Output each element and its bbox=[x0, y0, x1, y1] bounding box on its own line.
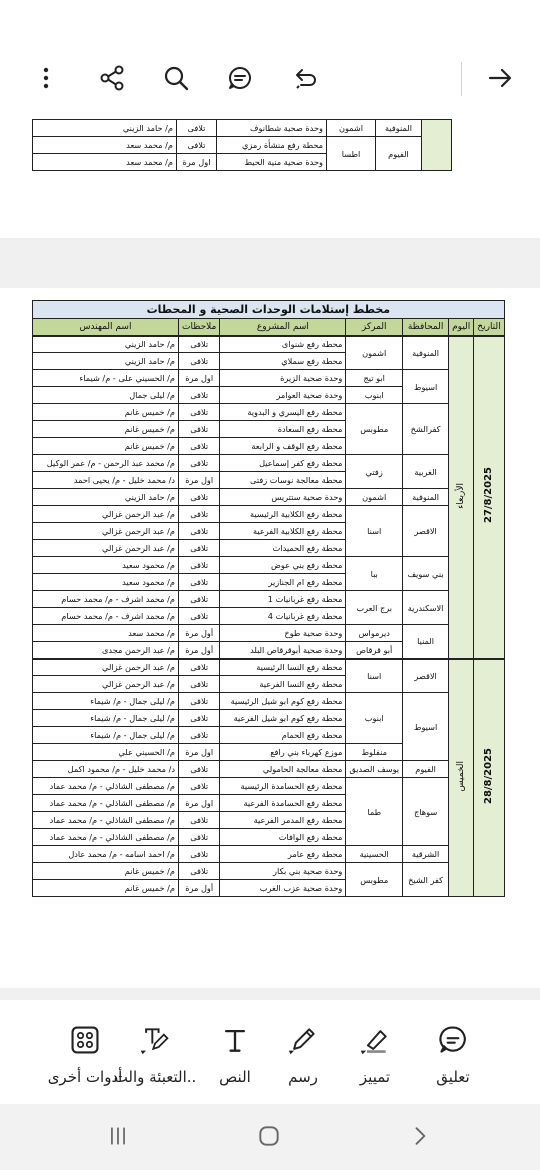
governorate-cell: بني سويف bbox=[403, 557, 449, 591]
table-row bbox=[33, 846, 505, 863]
pen-icon bbox=[285, 1022, 321, 1058]
center-cell: اشمون bbox=[346, 489, 403, 506]
governorate-cell: كفرالشخ bbox=[403, 404, 449, 455]
table-row bbox=[33, 625, 505, 642]
center-cell: اسنا bbox=[346, 659, 403, 693]
engineer-cell: م/ عبد الرحمن غزالي bbox=[33, 506, 179, 523]
date-cell: 27/8/2025 bbox=[474, 336, 504, 659]
governorate-cell: الفيوم bbox=[403, 761, 449, 778]
center-cell: مطوبس bbox=[346, 404, 403, 455]
back-icon[interactable] bbox=[398, 1116, 442, 1156]
center-cell: ابنوب bbox=[346, 693, 403, 744]
note-cell: تلافى bbox=[179, 574, 220, 591]
engineer-cell: م/ ليلى جمال bbox=[33, 387, 179, 404]
engineer-cell: م/ خميس غانم bbox=[33, 421, 179, 438]
engineer-cell: م/ خميس غانم bbox=[33, 438, 179, 455]
status-bar bbox=[0, 0, 540, 38]
engineer-cell: م/ ليلى جمال - م/ شيماء bbox=[33, 710, 179, 727]
engineer-cell: م/ الحسيني على - م/ شيماء bbox=[33, 370, 179, 387]
project-cell: وحدة صحية ستتريس bbox=[220, 489, 346, 506]
draw-tool[interactable]: رسم bbox=[258, 1022, 348, 1096]
note-cell: تلافى bbox=[179, 676, 220, 693]
day-cell: الأربعاء bbox=[449, 336, 474, 659]
recents-icon[interactable] bbox=[96, 1116, 140, 1156]
project-cell: محطة رفع كوم ابو شيل الرئيسية bbox=[220, 693, 346, 710]
comment-icon bbox=[435, 1022, 471, 1058]
engineer-cell: م/ مصطفى الشاذلي - م/ محمد عماد bbox=[33, 795, 179, 812]
text-icon bbox=[217, 1022, 253, 1058]
more-vertical-icon[interactable] bbox=[26, 58, 66, 98]
project-cell: محطة رفع الحميدات bbox=[220, 540, 346, 557]
note-cell: تلافى bbox=[179, 438, 220, 455]
center-cell: ديرمواس bbox=[346, 625, 403, 642]
engineer-cell: م/ عبد الرحمن غزالي bbox=[33, 676, 179, 693]
table-row bbox=[33, 591, 505, 608]
project-cell: محطة رفع عامر bbox=[220, 846, 346, 863]
project-cell: موزع كهرباء بني رافع bbox=[220, 744, 346, 761]
note-cell: اول مرة bbox=[179, 744, 220, 761]
note-cell: تلافى bbox=[179, 404, 220, 421]
note-cell: تلافى bbox=[179, 761, 220, 778]
top-toolbar bbox=[0, 38, 540, 120]
more-tools-icon bbox=[67, 1022, 103, 1058]
project-cell: وحدة صحية الزيرة bbox=[220, 370, 346, 387]
project-cell: محطة رفع الوقف و الرابعة bbox=[220, 438, 346, 455]
engineer-cell: م/ محمد اشرف - م/ محمد حسام bbox=[33, 608, 179, 625]
project-cell: محطة رفع الحسامدة الفرعية bbox=[220, 795, 346, 812]
governorate-cell: الغربية bbox=[403, 455, 449, 489]
engineer-cell: م/ محمد سعد bbox=[33, 625, 179, 642]
center-cell: زفتي bbox=[346, 455, 403, 489]
arrow-right-icon[interactable] bbox=[480, 58, 520, 98]
note-cell: تلافى bbox=[179, 778, 220, 795]
project-cell: محطة رفع المدمر الفرعية bbox=[220, 812, 346, 829]
share-icon[interactable] bbox=[92, 58, 132, 98]
table-row bbox=[33, 557, 505, 574]
project-cell: محطة معالجة الحامولي bbox=[220, 761, 346, 778]
table-row: الفيوم اطسا محطة رفع منشأة رمزي تلافى م/ محمد سعد bbox=[33, 137, 452, 154]
center-cell: ابنوب bbox=[346, 387, 403, 404]
project-cell: محطة رفع شنواى bbox=[220, 336, 346, 353]
center-cell: ابو تيج bbox=[346, 370, 403, 387]
center-cell: يوسف الصديق bbox=[346, 761, 403, 778]
engineer-cell: م/ خميس غانم bbox=[33, 880, 179, 897]
engineer-cell: م/ خميس غانم bbox=[33, 404, 179, 421]
project-cell: محطة رفع الحسامدة الرئيسية bbox=[220, 778, 346, 795]
note-cell: أول مرة bbox=[179, 625, 220, 642]
note-cell: تلافى bbox=[179, 829, 220, 846]
governorate-cell: الشرقية bbox=[403, 846, 449, 863]
governorate-cell: الاسكندرية bbox=[403, 591, 449, 625]
engineer-cell: م/ الحسيني علي bbox=[33, 744, 179, 761]
table-row bbox=[33, 761, 505, 778]
undo-icon[interactable] bbox=[286, 58, 326, 98]
project-cell: محطة رفع كفر إسماعيل bbox=[220, 455, 346, 472]
project-cell: محطة رفع ام الجنازير bbox=[220, 574, 346, 591]
engineer-cell: م/ محمود سعيد bbox=[33, 574, 179, 591]
note-cell: تلافى bbox=[179, 523, 220, 540]
project-cell: محطة معالجة نوسات زفتى bbox=[220, 472, 346, 489]
project-cell: وحدة صحية بني بكار bbox=[220, 863, 346, 880]
governorate-cell: الاقصر bbox=[403, 506, 449, 557]
governorate-cell: الاقصر bbox=[403, 659, 449, 693]
note-cell: أول مرة bbox=[179, 880, 220, 897]
system-nav-bar bbox=[0, 1104, 540, 1170]
table-header-row: التاريخ اليوم المحافظة المركز اسم المشروع ملاحظات اسم المهندس bbox=[33, 319, 505, 336]
day-cell: الخميس bbox=[449, 659, 474, 897]
project-cell: وحدة صحية أبوقرقاص البلد bbox=[220, 642, 346, 659]
center-cell: برج العرب bbox=[346, 591, 403, 625]
center-cell: الحسينية bbox=[346, 846, 403, 863]
note-cell: اول مرة bbox=[179, 370, 220, 387]
note-cell: أول مرة bbox=[179, 642, 220, 659]
table-row bbox=[33, 659, 505, 676]
table-row bbox=[33, 863, 505, 880]
table-row bbox=[33, 455, 505, 472]
note-cell: تلافى bbox=[179, 863, 220, 880]
engineer-cell: م/ احمد اسامه - م/ محمد عادل bbox=[33, 846, 179, 863]
engineer-cell: م/ محمود سعيد bbox=[33, 557, 179, 574]
engineer-cell: م/ مصطفى الشاذلي - م/ محمد عماد bbox=[33, 778, 179, 795]
fill-sign-icon bbox=[137, 1022, 173, 1058]
governorate-cell: المنيا bbox=[403, 625, 449, 659]
engineer-cell: د/ محمد خليل - م/ يحيى احمد bbox=[33, 472, 179, 489]
note-cell: تلافى bbox=[179, 659, 220, 676]
toolbar-divider bbox=[461, 62, 462, 96]
table-title: مخطط إستلامات الوحدات الصحية و المحطات bbox=[33, 301, 505, 319]
highlighter-icon bbox=[357, 1022, 393, 1058]
project-cell: محطة رفع كوم ابو شيل الفرعية bbox=[220, 710, 346, 727]
engineer-cell: م/ خميس غانم bbox=[33, 863, 179, 880]
governorate-cell: اسيوط bbox=[403, 693, 449, 761]
note-cell: تلافى bbox=[179, 693, 220, 710]
project-cell: محطة رفع السعادة bbox=[220, 421, 346, 438]
note-cell: تلافى bbox=[179, 353, 220, 370]
center-cell: اسنا bbox=[346, 506, 403, 557]
note-cell: تلافى bbox=[179, 387, 220, 404]
project-cell: محطة رفع النسا الرئيسية bbox=[220, 659, 346, 676]
fill-sign-tool[interactable]: التعبئة والت.. bbox=[110, 1022, 200, 1096]
engineer-cell: د/ محمد خليل - م/ محمود اكمل bbox=[33, 761, 179, 778]
document-viewport[interactable] bbox=[0, 120, 540, 1000]
engineer-cell: م/ عبد الرحمن غزالي bbox=[33, 659, 179, 676]
search-icon[interactable] bbox=[156, 58, 196, 98]
engineer-cell: م/ حامد الزيني bbox=[33, 353, 179, 370]
center-cell: ببا bbox=[346, 557, 403, 591]
note-cell: تلافى bbox=[179, 506, 220, 523]
center-cell: منفلوط bbox=[346, 744, 403, 761]
engineer-cell: م/ حامد الزيني bbox=[33, 336, 179, 353]
highlight-tool[interactable]: تمييز bbox=[330, 1022, 420, 1096]
home-icon[interactable] bbox=[247, 1116, 291, 1156]
project-cell: محطة رفع سملاي bbox=[220, 353, 346, 370]
engineer-cell: م/ عبد الرحمن غزالي bbox=[33, 540, 179, 557]
table-row bbox=[33, 506, 505, 523]
table-row bbox=[33, 693, 505, 710]
note-cell: تلافى bbox=[179, 608, 220, 625]
more-tools[interactable]: أدوات أخرى bbox=[40, 1022, 130, 1096]
engineer-cell: م/ عبد الرحمن مجدى bbox=[33, 642, 179, 659]
project-cell: وحدة صحية العوامر bbox=[220, 387, 346, 404]
document-page bbox=[0, 120, 540, 238]
project-cell: محطة رفع الكلابية الفرعية bbox=[220, 523, 346, 540]
note-cell: تلافى bbox=[179, 336, 220, 353]
note-cell: تلافى bbox=[179, 540, 220, 557]
engineer-cell: م/ محمد اشرف - م/ محمد حسام bbox=[33, 591, 179, 608]
table-row: المنوفية اشمون وحدة صحية شطانوف تلافى م/ حامد الزيني bbox=[33, 120, 452, 137]
center-cell: طما bbox=[346, 778, 403, 846]
project-cell: محطة رفع الكلابية الرئيسية bbox=[220, 506, 346, 523]
project-cell: محطة رفع اليسري و البدوية bbox=[220, 404, 346, 421]
annotation-toolbar bbox=[0, 1000, 540, 1104]
project-cell: محطة رفع النسا الفرعية bbox=[220, 676, 346, 693]
note-cell: اول مرة bbox=[179, 795, 220, 812]
schedule-table bbox=[32, 300, 505, 897]
note-cell: تلافى bbox=[179, 812, 220, 829]
text-tool[interactable]: النص bbox=[190, 1022, 280, 1096]
engineer-cell: م/ ليلى جمال - م/ شيماء bbox=[33, 693, 179, 710]
engineer-cell: م/ عبد الرحمن غزالي bbox=[33, 523, 179, 540]
governorate-cell: المنوفية bbox=[403, 489, 449, 506]
date-cell: 28/8/2025 bbox=[474, 659, 504, 897]
project-cell: محطة رفع الوافات bbox=[220, 829, 346, 846]
governorate-cell: كفر الشيخ bbox=[403, 863, 449, 897]
table-row bbox=[33, 370, 505, 387]
note-cell: تلافى bbox=[179, 846, 220, 863]
table-row bbox=[33, 336, 505, 353]
note-cell: تلافى bbox=[179, 727, 220, 744]
note-cell: تلافى bbox=[179, 489, 220, 506]
note-cell: تلافى bbox=[179, 710, 220, 727]
center-cell: اشمون bbox=[346, 336, 403, 370]
note-cell: تلافى bbox=[179, 591, 220, 608]
table-row bbox=[33, 404, 505, 421]
comment-tool[interactable]: تعليق bbox=[408, 1022, 498, 1096]
note-cell: تلافى bbox=[179, 421, 220, 438]
project-cell: محطة رفع غربانيات 4 bbox=[220, 608, 346, 625]
comment-icon[interactable] bbox=[220, 58, 260, 98]
center-cell: مطوبس bbox=[346, 863, 403, 897]
governorate-cell: اسيوط bbox=[403, 370, 449, 404]
engineer-cell: م/ محمد عبد الرحمن - م/ عمر الوكيل bbox=[33, 455, 179, 472]
project-cell: محطة رفع الحمام bbox=[220, 727, 346, 744]
note-cell: تلافى bbox=[179, 455, 220, 472]
engineer-cell: م/ ليلى جمال - م/ شيماء bbox=[33, 727, 179, 744]
note-cell: تلافى bbox=[179, 557, 220, 574]
table-row: وحدة صحية منية الحيط اول مرة م/ محمد سعد bbox=[33, 154, 452, 171]
engineer-cell: م/ مصطفى الشاذلي - م/ محمد عماد bbox=[33, 812, 179, 829]
governorate-cell: المنوفية bbox=[403, 336, 449, 370]
document-page bbox=[0, 288, 540, 988]
table-row bbox=[33, 489, 505, 506]
governorate-cell: سوهاج bbox=[403, 778, 449, 846]
table-row bbox=[33, 778, 505, 795]
note-cell: اول مرة bbox=[179, 472, 220, 489]
project-cell: محطة رفع غربانيات 1 bbox=[220, 591, 346, 608]
center-cell: أبو قرقاص bbox=[346, 642, 403, 659]
page1-table bbox=[32, 119, 452, 171]
project-cell: وحدة صحية عزب الغرب bbox=[220, 880, 346, 897]
engineer-cell: م/ حامد الزيني bbox=[33, 489, 179, 506]
engineer-cell: م/ مصطفى الشاذلي - م/ محمد عماد bbox=[33, 829, 179, 846]
project-cell: وحدة صحية طوخ bbox=[220, 625, 346, 642]
project-cell: محطة رفع بني عوض bbox=[220, 557, 346, 574]
